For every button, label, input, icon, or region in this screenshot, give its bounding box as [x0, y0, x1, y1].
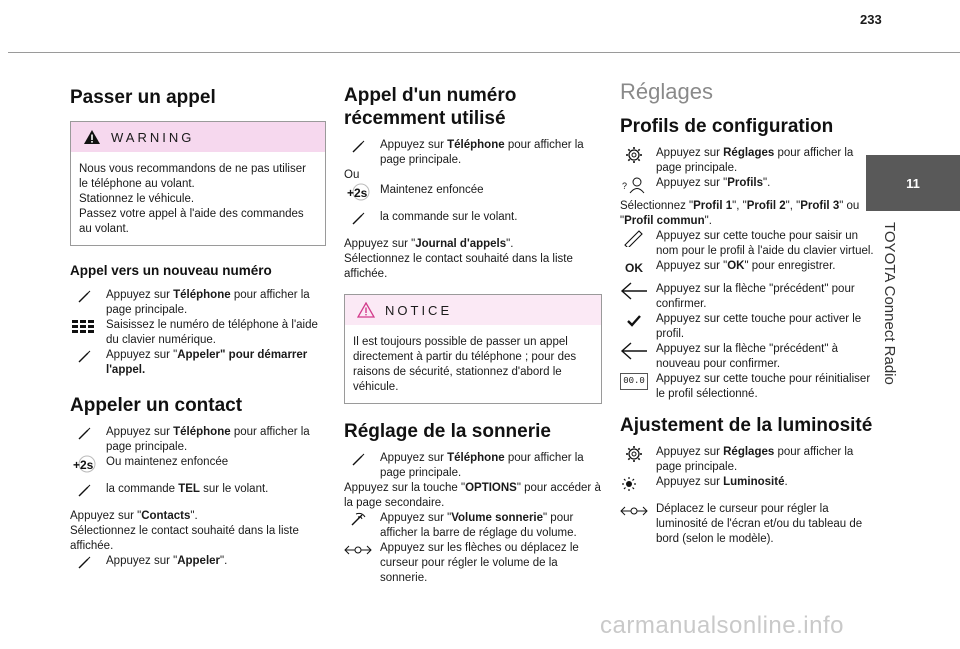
step-ok: OK Appuyez sur "OK" pour enregistrer. [620, 259, 876, 274]
brightness-icon [620, 475, 648, 493]
volume-icon [348, 511, 368, 529]
section-title-profils: Profils de configuration [620, 116, 834, 137]
ou-text: Ou [344, 169, 360, 181]
warning-triangle-icon [83, 129, 101, 145]
step-appeler-2: Appuyez sur "Appeler". [70, 554, 326, 569]
ok-icon: OK [625, 260, 643, 275]
column-3 [620, 79, 876, 547]
chapter-title: TOYOTA Connect Radio [881, 222, 898, 385]
step-hold-2: +2s Maintenez enfoncée [344, 183, 602, 198]
pen-icon [350, 139, 366, 155]
chapter-tab[interactable]: 11 [866, 155, 960, 211]
step-volant: la commande sur le volant. [344, 210, 602, 225]
step-reset: 00.0 Appuyez sur cette touche pour réinitialiser le profil sélectionné. [620, 372, 876, 402]
section-title-passer-appel: Passer un appel [70, 87, 216, 108]
warning-box [70, 121, 326, 246]
reset-icon: 00.0 [620, 373, 648, 390]
notice-text: Il est toujours possible de passer un appel directement à partir du téléphone ; pour des raisons de sécurité, stationnez d'abord le véhicule. [353, 336, 577, 393]
step-hold: +2s Ou maintenez enfoncée [70, 455, 326, 470]
watermark: carmanualsonline.info [600, 612, 844, 639]
step-reglages-2: Appuyez sur Réglages pour afficher la page principale. [620, 445, 876, 475]
slider-arrows-icon [344, 543, 372, 557]
subsection-nouveau-numero: Appel vers un nouveau numéro [70, 263, 272, 278]
checkmark-icon [626, 314, 642, 328]
step-brightness-slider: Déplacez le curseur pour régler la luminosité de l'écran et/ou du tableau de bord (selon le modèle). [620, 502, 876, 547]
pen-icon [76, 483, 92, 499]
section-title-appeler-contact: Appeler un contact [70, 395, 243, 416]
pen-icon [76, 349, 92, 365]
pen-icon [76, 426, 92, 442]
select-contact-text: Sélectionnez le contact souhaité dans la liste affichée. [70, 525, 299, 552]
step-slider: Appuyez sur les flèches ou déplacez le curseur pour régler le volume de la sonnerie. [344, 541, 602, 586]
notice-box [344, 294, 602, 404]
pen-icon [76, 289, 92, 305]
journal-instruction: Appuyez sur "Journal d'appels". [344, 238, 514, 250]
profile-icon [621, 176, 647, 194]
column-1 [70, 86, 326, 569]
warning-label: WARNING [111, 129, 195, 145]
page-number: 233 [860, 12, 882, 27]
notice-triangle-icon [357, 302, 375, 318]
step-activate: Appuyez sur cette touche pour activer le profil. [620, 312, 876, 342]
back-arrow-icon [620, 342, 648, 360]
hold-2s-icon [70, 455, 98, 473]
step-name-profile: Appuyez sur cette touche pour saisir un nom pour le profil à l'aide du clavier virtuel. [620, 229, 876, 259]
reglages-title: Réglages [620, 79, 713, 104]
hold-2s-icon [344, 183, 372, 201]
section-title-sonnerie: Réglage de la sonnerie [344, 421, 551, 442]
top-divider [8, 52, 960, 53]
section-title-recent: Appel d'un numéro récemment utilisé [344, 85, 517, 129]
edit-pen-icon [623, 229, 645, 247]
svg-text:+2s: +2s [347, 186, 368, 200]
select-contact-text-2: Sélectionnez le contact souhaité dans la liste affichée. [344, 253, 573, 280]
step-profils: ? Appuyez sur "Profils". [620, 176, 876, 191]
pen-icon [76, 555, 92, 571]
notice-label: NOTICE [385, 302, 453, 318]
gear-icon [625, 445, 643, 463]
pen-icon [350, 452, 366, 468]
svg-text:+2s: +2s [73, 458, 94, 472]
options-instruction: Appuyez sur la touche "OPTIONS" pour accéder à la page secondaire. [344, 482, 601, 509]
step-luminosite: Appuyez sur Luminosité. [620, 475, 876, 490]
gear-icon [625, 146, 643, 164]
step-tel: la commande TEL sur le volant. [70, 482, 326, 497]
step-telephone-4: Appuyez sur Téléphone pour afficher la page principale. [344, 451, 602, 481]
pen-icon [350, 211, 366, 227]
keypad-icon [72, 319, 96, 335]
contacts-instruction: Appuyez sur "Contacts". [70, 510, 198, 522]
step-appeler: Appuyez sur "Appeler" pour démarrer l'appel. [70, 348, 326, 378]
svg-text:?: ? [622, 181, 628, 191]
back-arrow-icon [620, 282, 648, 300]
step-volume: Appuyez sur "Volume sonnerie" pour afficher la barre de réglage du volume. [344, 511, 602, 541]
step-back-1: Appuyez sur la flèche "précédent" pour confirmer. [620, 282, 876, 312]
step-back-2: Appuyez sur la flèche "précédent" à nouveau pour confirmer. [620, 342, 876, 372]
step-telephone: Appuyez sur Téléphone pour afficher la page principale. [70, 288, 326, 318]
select-profile-text: Sélectionnez "Profil 1", "Profil 2", "Profil 3" ou "Profil commun". [620, 200, 860, 227]
step-telephone-3: Appuyez sur Téléphone pour afficher la page principale. [344, 138, 602, 168]
step-reglages: Appuyez sur Réglages pour afficher la page principale. [620, 146, 876, 176]
slider-arrows-icon [620, 504, 648, 518]
step-telephone-2: Appuyez sur Téléphone pour afficher la page principale. [70, 425, 326, 455]
section-title-luminosite: Ajustement de la luminosité [620, 415, 873, 436]
step-keypad: Saisissez le numéro de téléphone à l'aide du clavier numérique. [70, 318, 326, 348]
column-2 [344, 84, 602, 586]
warning-text: Nous vous recommandons de ne pas utiliser le téléphone au volant. Stationnez le véhicule. Passez votre appel à l'aide des commandes au volant. [79, 163, 306, 235]
